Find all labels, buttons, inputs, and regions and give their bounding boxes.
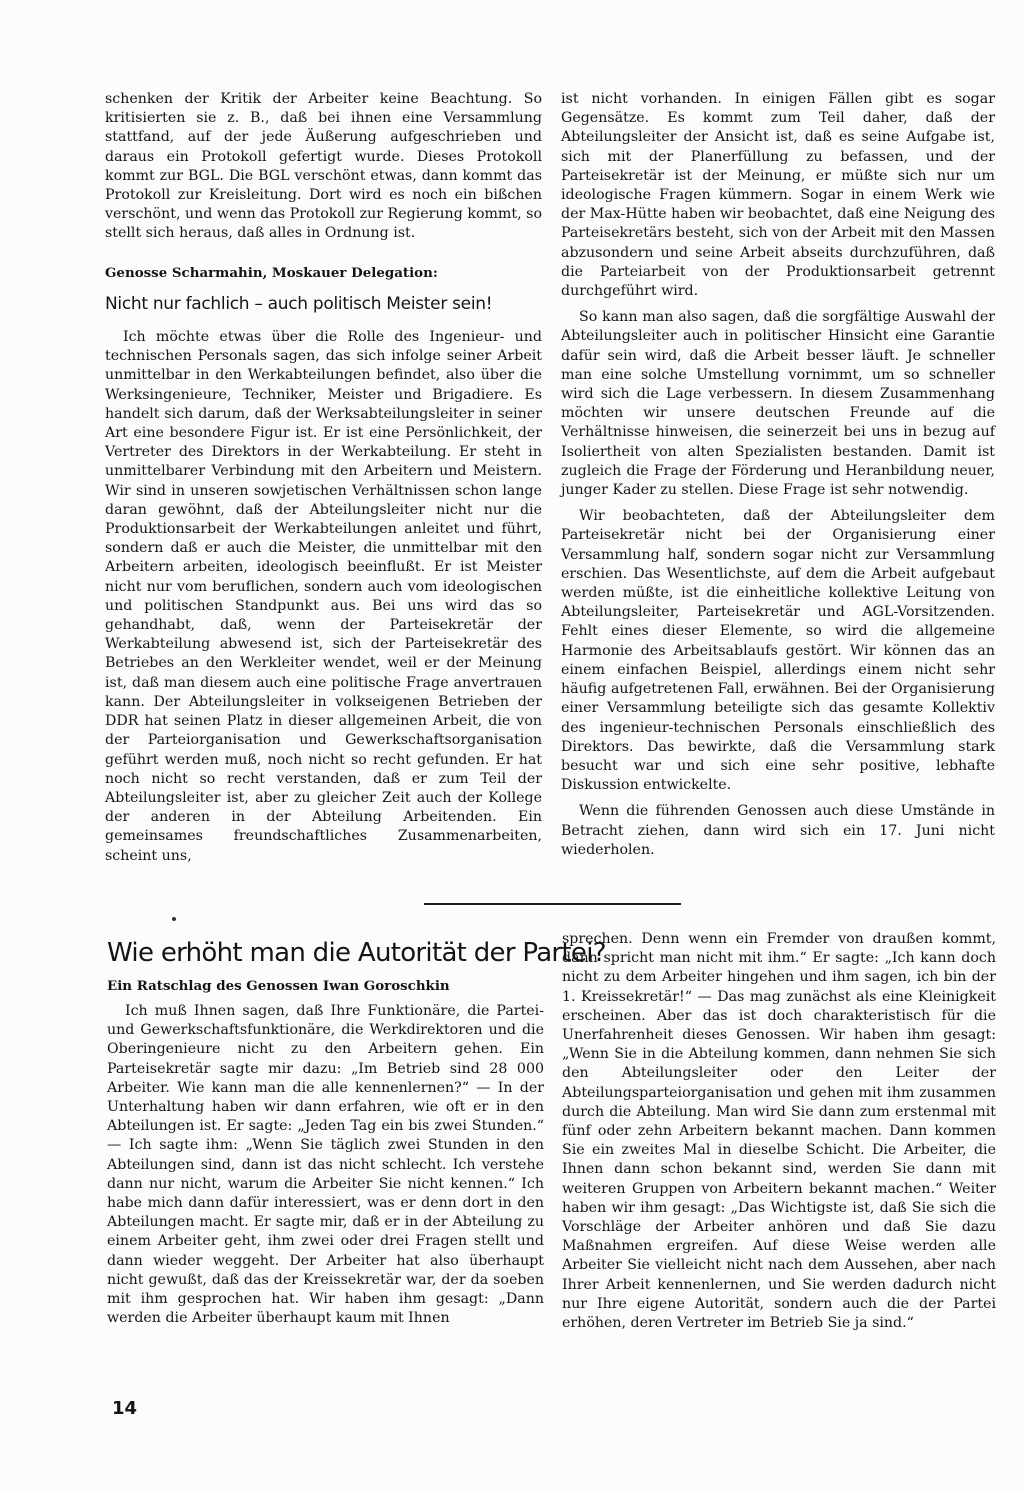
column-top-right	[561, 90, 995, 860]
paragraph: Wenn die führenden Genossen auch diese Umstände in Betracht ziehen, dann wird sich ein 17. Juni nicht wiederholen.	[561, 803, 995, 858]
column-top-left	[105, 90, 542, 866]
page-number: 14	[112, 1398, 138, 1419]
paragraph: Wir beobachteten, daß der Abteilungsleiter dem Parteisekretär nicht bei der Organisierung einer Versammlung half, sondern sogar nicht zur Versammlung erschien. Das Wesentlichste, auf dem die Arbeit aufgebaut werden müßte, ist die einheitliche kollektive Leitung von Abteilungsleiter, Parteisekretär und AGL-Vorsitzenden. Fehlt eines dieser Elemente, so wird die allgemeine Harmonie des Arbeitsablaufs gestört. Wir können das an einem einfachen Beispiel, allerdings einem nicht sehr häufig aufgetretenen Fall, erwähnen. Bei der Organisierung einer Versammlung beteiligte sich das gesamte Kollektiv des ingenieur-technischen Personals einschließlich des Direktors. Das bewirkte, daß die Versammlung stark besucht war und sich eine sehr positive, lebhafte Diskussion entwickelte.	[561, 508, 995, 794]
section-divider	[424, 903, 681, 905]
paragraph: Ich möchte etwas über die Rolle des Ingenieur- und technischen Personals sagen, das sich infolge seiner Arbeit unmittelbar in den Werkabteilungen befindet, also über die Werksingenieure, Techniker, Meister und Brigadiere. Es handelt sich darum, daß der Werksabteilungsleiter in seiner Art eine besondere Figur ist. Er ist eine Persönlichkeit, der Vertreter des Direktors in der Werkabteilung. Er steht in unmittelbarer Verbindung mit den Arbeitern und Meistern. Wir sind in unseren sowjetischen Verhältnissen schon lange daran gewöhnt, daß der Abteilungsleiter nicht nur die Produktionsarbeit der Werkabteilungen anleitet und führt, sondern daß er auch die Meister, die unmittelbar mit den Arbeitern arbeiten, ideologisch beeinflußt. Er ist Meister nicht nur vom beruflichen, sondern auch vom ideologischen und politischen Standpunkt aus. Bei uns wird das so gehandhabt, daß, wenn der Parteisekretär der Werkabteilung abwesend ist, sich der Parteisekretär des Betriebes an den Werkleiter wendet, weil er der Meinung ist, daß man diesem auch eine politische Frage anvertrauen kann. Der Abteilungsleiter in volkseigenen Betrieben der DDR hat seinen Platz in dieser allgemeinen Arbeit, die von der Parteiorganisation und Gewerkschaftsorganisation geführt werden muß, noch nicht so recht gefunden. Er hat noch nicht so recht verstanden, daß er zum Teil der Abteilungsleiter ist, aber zu gleicher Zeit auch der Kollege der anderen in der Abteilung Arbeitenden. Ein gemeinsames freundschaftliches Zusammenarbeiten, scheint uns,	[105, 329, 542, 864]
paragraph: schenken der Kritik der Arbeiter keine Beachtung. So kritisierten sie z. B., daß bei ihnen eine Versammlung stattfand, auf der jede Äußerung aufgeschrieben und daraus ein Protokoll gefertigt wurde. Dieses Protokoll kommt zur BGL. Die BGL verschönt etwas, dann kommt das Protokoll zur Kreisleitung. Dort wird es noch ein bißchen verschönt, und wenn das Protokoll zur Regierung kommt, so stellt sich heraus, daß alles in Ordnung ist.	[105, 91, 542, 242]
subheading: Nicht nur fachlich – auch politisch Meister sein!	[105, 293, 493, 314]
article-headline: Wie erhöht man die Autorität der Partei?	[107, 938, 606, 968]
column-bottom-left	[107, 1002, 544, 1328]
article-byline: Ein Ratschlag des Genossen Iwan Goroschkin	[107, 978, 450, 994]
paragraph: ist nicht vorhanden. In einigen Fällen gibt es sogar Gegensätze. Es kommt zum Teil daher, daß der Abteilungsleiter der Ansicht ist, daß es seine Aufgabe ist, sich mit der Planerfüllung zu befassen, und der Parteisekretär ist der Meinung, er müßte sich nur um ideologische Fragen kümmern. Sogar in einem Werk wie der Max-Hütte haben wir beobachtet, daß eine Neigung des Parteisekretärs besteht, sich von der Arbeit mit den Massen abzusondern und seine Arbeit abseits durchzuführen, daß die Parteiarbeit von der Produktionsarbeit getrennt durchgeführt wird.	[561, 91, 995, 300]
print-dot	[172, 917, 176, 921]
paragraph: Ich muß Ihnen sagen, daß Ihre Funktionäre, die Partei- und Gewerkschaftsfunktionäre, die Werkdirektoren und die Oberingenieure nicht zu den Arbeitern gehen. Ein Parteisekretär sagte mir dazu: „Im Betrieb sind 28 000 Arbeiter. Wie kann man die alle kennenlernen?“ — In der Unterhaltung haben wir dann erfahren, wie oft er in den Abteilungen ist. Er sagte: „Jeden Tag ein bis zwei Stunden.“ — Ich sagte ihm: „Wenn Sie täglich zwei Stunden in den Abteilungen sind, dann ist das nicht schlecht. Ich verstehe dann nur nicht, warum die Arbeiter Sie nicht kennen.“ Ich habe mich dann dafür interessiert, was er denn dort in den Abteilungen macht. Er sagte mir, daß er in der Abteilung zu einem Arbeiter geht, ihm zwei oder drei Fragen stellt und dann wieder weggeht. Der Arbeiter hat also überhaupt nicht gewußt, daß das der Kreissekretär war, der da soeben mit ihm gesprochen hat. Wir haben ihm gesagt: „Dann werden die Arbeiter überhaupt kaum mit Ihnen	[107, 1003, 544, 1327]
paragraph: So kann man also sagen, daß die sorgfältige Auswahl der Abteilungsleiter auch in politischer Hinsicht eine Garantie dafür sein wird, daß die Arbeit besser läuft. Je schneller man eine solche Umstellung vornimmt, um so schneller wird sich die Lage verbessern. In diesem Zusammenhang möchten wir unsere deutschen Freunde auf die Verhältnisse hinweisen, die seinerzeit bei uns in bezug auf Isoliertheit von alten Spezialisten bestanden. Damit ist zugleich die Frage der Förderung und Heranbildung neuer, junger Kader zu stellen. Diese Frage ist sehr notwendig.	[561, 309, 995, 499]
column-bottom-right	[562, 930, 996, 1333]
speaker-label: Genosse Scharmahin, Moskauer Delegation:	[105, 264, 438, 281]
paragraph: sprechen. Denn wenn ein Fremder von draußen kommt, dann spricht man nicht mit ihm.“ Er sagte: „Ich kann doch nicht zu dem Arbeiter hingehen und ihm sagen, ich bin der 1. Kreissekretär!“ — Das mag zunächst als eine Kleinigkeit erscheinen. Aber das ist doch charakteristisch für die Unerfahrenheit dieses Genossen. Wir haben ihm gesagt: „Wenn Sie in die Abteilung kommen, dann nehmen Sie sich den Abteilungsleiter oder den Leiter der Abteilungsparteiorganisation und gehen mit ihm zusammen durch die Abteilung. Man wird Sie dann zum erstenmal mit fünf oder zehn Arbeitern bekannt machen. Dann kommen Sie ein zweites Mal in dieselbe Schicht. Die Arbeiter, die Ihnen dann schon bekannt sind, werden Sie dann mit weiteren Gruppen von Arbeitern bekannt machen.“ Weiter haben wir ihm gesagt: „Das Wichtigste ist, daß Sie sich die Vorschläge der Arbeiter anhören und daß Sie dazu Maßnahmen ergreifen. Auf diese Weise werden alle Arbeiter Sie vielleicht nicht nach dem Aussehen, aber nach Ihrer Arbeit kennenlernen, und Sie werden dadurch nicht nur Ihre eigene Autorität, sondern auch die der Partei erhöhen, deren Vertreter im Betrieb Sie ja sind.“	[562, 931, 996, 1332]
